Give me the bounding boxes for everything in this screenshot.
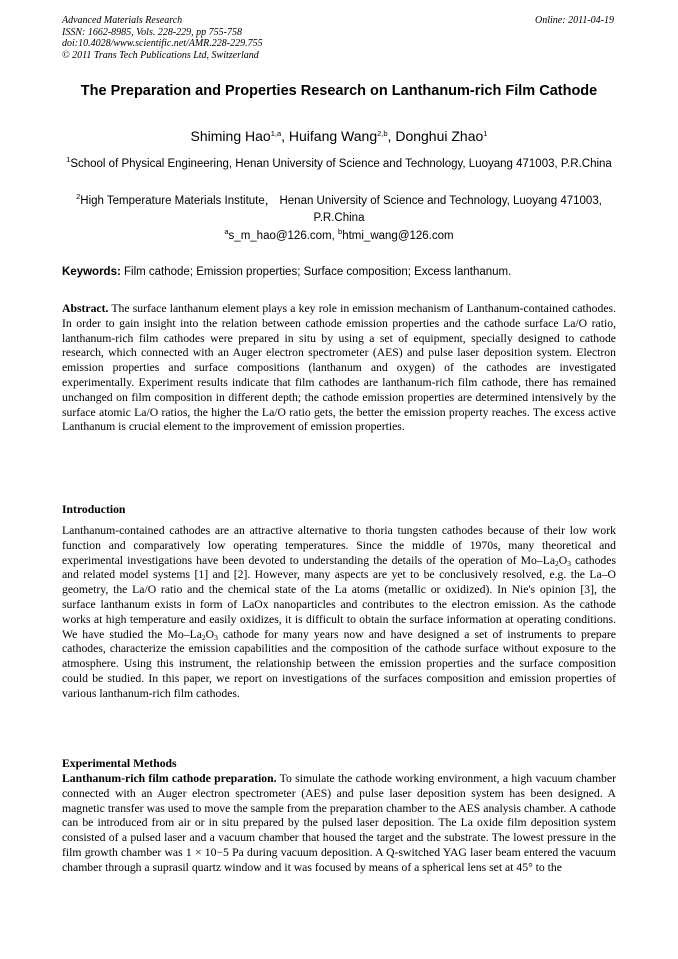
online-date: Online: 2011-04-19 bbox=[535, 15, 614, 26]
author-superscript: 2,b bbox=[377, 129, 388, 138]
section-heading-methods: Experimental Methods bbox=[62, 757, 177, 770]
methods-text: To simulate the cathode working environment, a high vacuum chamber connected with an Auger electron spectrometer (AES) and pulse laser deposition system has been designed. A magnetic transfer was used to move the sample from the preparation chamber to the AES analysis chamber. A cathode can be introduced from air or in situ prepared by the pulsed laser deposition. The La oxide film deposition system consisted of a pulsed laser and a vacuum chamber that housed the target and the substrate. The lowest pressure in the film growth chamber was 1 × 10−5 Pa during vacuum deposition. A Q-switched YAG laser beam entered the vacuum chamber through a suprasil quartz window and it was focused by means of a spherical lens set at 45° to the bbox=[62, 772, 616, 874]
intro-text: Lanthanum-contained cathodes are an attractive alternative to thoria tungsten cathodes because of their low work function and comparatively low operating temperatures. Since the middle of 1970s, many theoretical and experimental investigations have been devoted to understanding the details of the operation of Mo–La bbox=[62, 524, 616, 567]
subscript: 3 bbox=[567, 558, 571, 568]
journal-name: Advanced Materials Research bbox=[62, 15, 183, 26]
doi-line[interactable]: doi:10.4028/www.scientific.net/AMR.228-229.755 bbox=[62, 38, 263, 49]
author-name: Donghui Zhao bbox=[395, 128, 484, 144]
keywords-label: Keywords: bbox=[62, 266, 121, 278]
intro-text: cathode for many years now and have designed a set of instruments to prepare cathodes, characterize the emission capabilities and the composition of the cathode surface without exposure to the atmosphere. Using this instrument, the relationship between the emission properties and the surface composition could be studied. In this paper, we report on investigations of the surfaces composition and emission properties of various lanthanum-rich film cathodes. bbox=[62, 627, 616, 700]
email-marker: b bbox=[338, 227, 343, 236]
issn-line: ISSN: 1662-8985, Vols. 228-229, pp 755-758 bbox=[62, 26, 242, 38]
author-separator: , bbox=[387, 128, 396, 144]
author-separator: , bbox=[281, 128, 289, 144]
email-line bbox=[62, 227, 616, 242]
methods-paragraph bbox=[62, 772, 616, 876]
journal-header bbox=[62, 15, 263, 61]
intro-text: O bbox=[558, 553, 568, 567]
abstract bbox=[62, 302, 616, 435]
keywords-text: Film cathode; Emission properties; Surface composition; Excess lanthanum. bbox=[120, 266, 512, 278]
methods-subheading: Lanthanum-rich film cathode preparation. bbox=[62, 772, 277, 785]
affiliation-text: High Temperature Materials Institute， Henan University of Science and Technology, Luoyang 471003, P.R.China bbox=[80, 195, 602, 224]
subscript: 3 bbox=[214, 632, 218, 642]
email-address[interactable]: s_m_hao@126.com bbox=[228, 230, 332, 242]
paper-title: The Preparation and Properties Research on Lanthanum-rich Film Cathode bbox=[80, 83, 598, 99]
affiliation-2 bbox=[62, 193, 616, 227]
subscript: 2 bbox=[555, 558, 559, 568]
author-superscript: 1,a bbox=[270, 129, 282, 138]
author-name: Shiming Hao bbox=[190, 128, 271, 144]
intro-text: O bbox=[205, 627, 215, 641]
author-name: Huifang Wang bbox=[288, 128, 378, 144]
copyright-line: © 2011 Trans Tech Publications Ltd, Switzerland bbox=[62, 49, 259, 61]
introduction-paragraph bbox=[62, 524, 616, 702]
email-address[interactable]: htmi_wang@126.com bbox=[342, 230, 454, 242]
author-list bbox=[62, 128, 616, 144]
abstract-text: The surface lanthanum element plays a key role in emission mechanism of Lanthanum-contained cathodes. In order to gain insight into the relation between cathode emission properties and the cathode surface La/O ratio, lanthanum-rich film cathodes were prepared in situ by using a set of equipment, specially designed to cathode research, which connected with an Auger electron spectrometer (AES) and pulse laser deposition system. Electron emission properties and surface compositions (lanthanum and oxygen) of the cathodes are investigated experimentally. Experiment results indicate that film cathodes are lanthanum-rich film cathode, there has remained unchanged on film composition in different depth; the cathode emission properties are determined intensively by the surface atomic La/O ratios, the higher the La/O ratio gets, the better the emission property reaches. The excess active Lanthanum is crucial element to the improvement of emission properties. bbox=[62, 302, 616, 434]
email-separator: , bbox=[331, 230, 339, 242]
subscript: 2 bbox=[201, 632, 206, 642]
affiliation-1 bbox=[62, 156, 616, 173]
affiliation-marker: 1 bbox=[66, 155, 71, 164]
intro-text: cathodes and related model systems [1] and [2]. However, many aspects are yet to be conclusively resolved, e.g. the La–O geometry, the La/O ratio and the chemical state of the La atoms (metallic or oxidized). In Nie's opinion [3], the surface lanthanum exists in form of LaOx nanoparticles and contributes to the electron emission. As the cathode works at high temperature and easily oxidizes, it is difficult to obtain the surface information at operating conditions. We have studied the Mo–La bbox=[62, 553, 616, 641]
affiliation-marker: 2 bbox=[76, 192, 81, 201]
section-heading-introduction: Introduction bbox=[62, 503, 126, 516]
affiliation-text: School of Physical Engineering, Henan University of Science and Technology, Luoyang 471003, P.R.China bbox=[70, 158, 612, 170]
abstract-label: Abstract. bbox=[62, 302, 109, 315]
email-marker: a bbox=[224, 227, 229, 236]
keywords bbox=[62, 266, 616, 278]
author-superscript: 1 bbox=[483, 129, 488, 138]
